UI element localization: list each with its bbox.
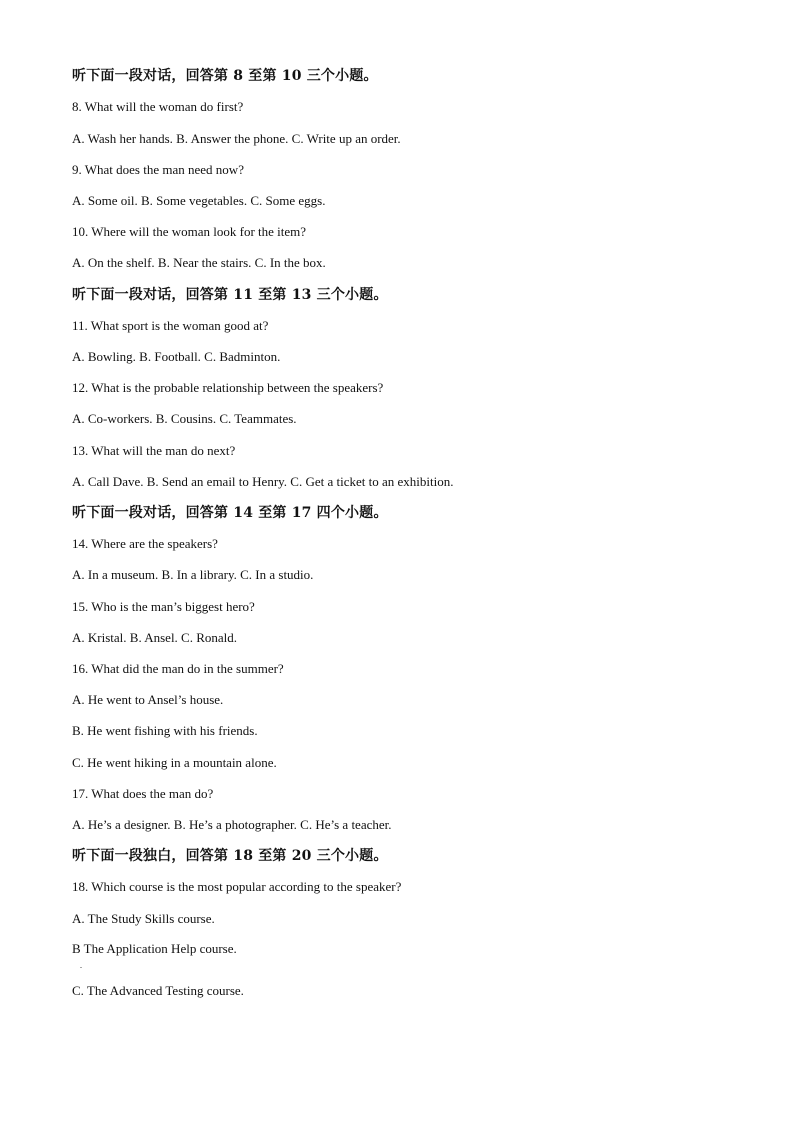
question-option: B The Application Help course. bbox=[72, 941, 237, 956]
stray-mark: . bbox=[80, 961, 82, 970]
question-options: A. Kristal. B. Ansel. C. Ronald. bbox=[72, 630, 238, 645]
section-heading: 听下面一段对话，回答第 14 至第 17 四个小题。 bbox=[72, 505, 388, 521]
question-options: A. Some oil. B. Some vegetables. C. Some eggs. bbox=[72, 193, 326, 208]
question-stem: 10. Where will the woman look for the item? bbox=[72, 224, 307, 239]
question-options: A. In a museum. B. In a library. C. In a studio. bbox=[72, 567, 314, 582]
question-stem: 16. What did the man do in the summer? bbox=[72, 661, 284, 676]
question-stem: 17. What does the man do? bbox=[72, 786, 214, 801]
question-stem: 15. Who is the man’s biggest hero? bbox=[72, 599, 255, 614]
question-option: C. The Advanced Testing course. bbox=[72, 983, 244, 998]
question-options: A. Wash her hands. B. Answer the phone. C. Write up an order. bbox=[72, 131, 401, 146]
section-heading: 听下面一段对话，回答第 8 至第 10 三个小题。 bbox=[72, 68, 378, 84]
question-stem: 13. What will the man do next? bbox=[72, 443, 236, 458]
question-stem: 12. What is the probable relationship between the speakers? bbox=[72, 380, 384, 395]
question-stem: 18. Which course is the most popular according to the speaker? bbox=[72, 879, 402, 894]
question-options: A. On the shelf. B. Near the stairs. C. In the box. bbox=[72, 255, 326, 270]
question-stem: 14. Where are the speakers? bbox=[72, 536, 218, 551]
question-option: A. He went to Ansel’s house. bbox=[72, 692, 224, 707]
question-options: A. He’s a designer. B. He’s a photographer. C. He’s a teacher. bbox=[72, 817, 392, 832]
section-heading: 听下面一段对话，回答第 11 至第 13 三个小题。 bbox=[72, 287, 388, 303]
question-stem: 9. What does the man need now? bbox=[72, 162, 244, 177]
question-options: A. Bowling. B. Football. C. Badminton. bbox=[72, 349, 281, 364]
question-stem: 11. What sport is the woman good at? bbox=[72, 318, 269, 333]
section-heading: 听下面一段独白，回答第 18 至第 20 三个小题。 bbox=[72, 848, 388, 864]
question-options: A. Co-workers. B. Cousins. C. Teammates. bbox=[72, 411, 297, 426]
question-option: C. He went hiking in a mountain alone. bbox=[72, 755, 277, 770]
question-stem: 8. What will the woman do first? bbox=[72, 99, 244, 114]
question-options: A. Call Dave. B. Send an email to Henry. C. Get a ticket to an exhibition. bbox=[72, 474, 454, 489]
question-option: B. He went fishing with his friends. bbox=[72, 723, 258, 738]
question-option: A. The Study Skills course. bbox=[72, 911, 215, 926]
